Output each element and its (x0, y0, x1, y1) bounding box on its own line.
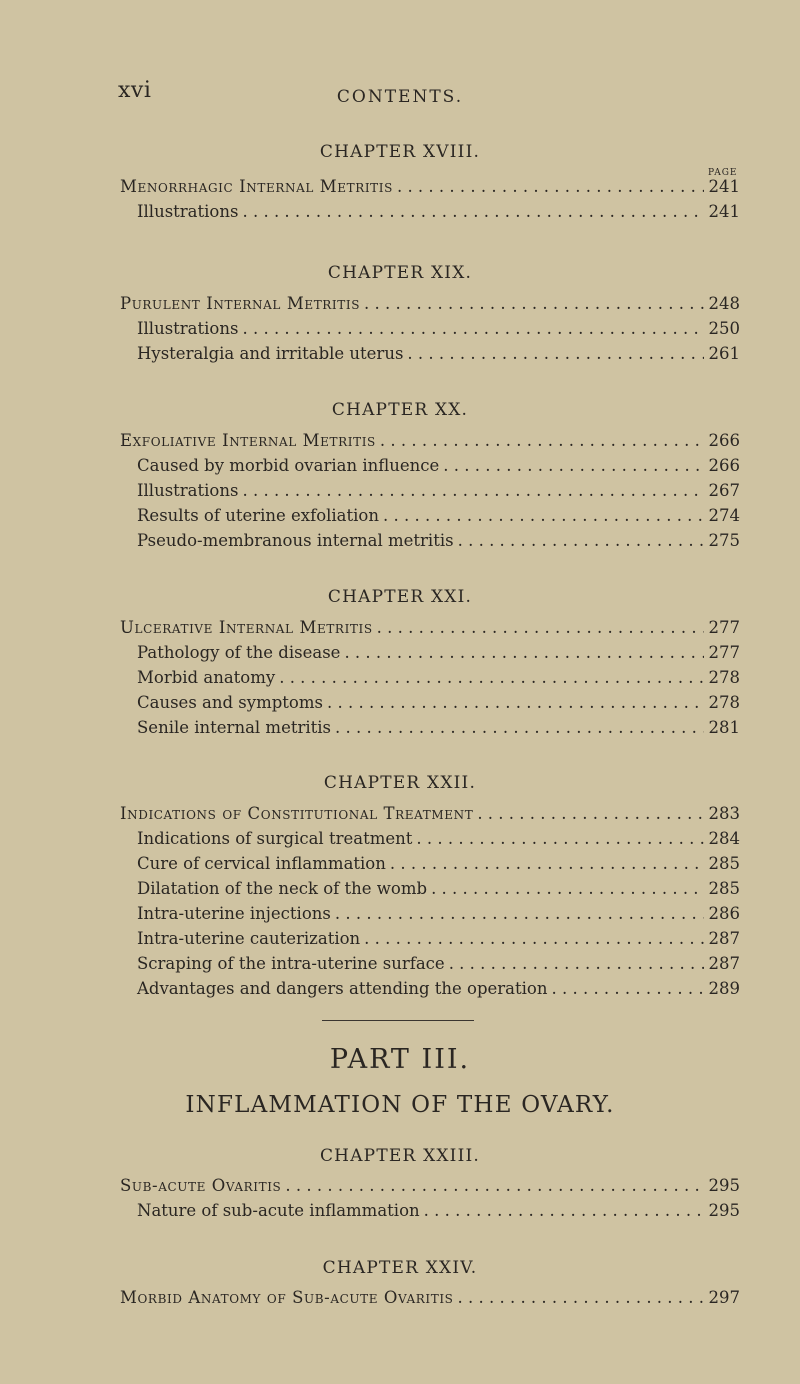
toc-entry[interactable] (137, 505, 740, 527)
toc-entry[interactable] (120, 293, 740, 315)
leader-dots (407, 343, 704, 365)
leader-dots (551, 978, 704, 1000)
chapter-heading: CHAPTER XXIII. (319, 1146, 481, 1166)
leader-dots (335, 717, 704, 739)
toc-entry[interactable] (137, 717, 740, 739)
entry-title: Ulcerative Internal Metritis (120, 618, 373, 637)
entry-page: 283 (708, 804, 740, 823)
page-column-label: PAGE (708, 168, 738, 178)
leader-dots (242, 318, 704, 340)
entry-page: 295 (708, 1176, 740, 1195)
leader-dots (458, 530, 704, 552)
page-number: xvi (118, 78, 152, 103)
leader-dots (458, 1287, 705, 1309)
entry-page: 266 (708, 456, 740, 475)
chapter-heading: CHAPTER XIX. (327, 263, 473, 283)
entry-page: 241 (708, 177, 740, 196)
toc-entry[interactable] (137, 903, 740, 925)
toc-entry[interactable] (137, 667, 740, 689)
entry-title: Intra-uterine cauterization (137, 929, 361, 948)
toc-entry[interactable] (137, 343, 740, 365)
section-divider (322, 1020, 474, 1021)
toc-entry[interactable] (137, 1200, 740, 1222)
entry-page: 278 (708, 693, 740, 712)
entry-page: 261 (708, 344, 740, 363)
leader-dots (477, 803, 704, 825)
entry-page: 250 (708, 319, 740, 338)
toc-entry[interactable] (137, 853, 740, 875)
entry-page: 287 (708, 954, 740, 973)
leader-dots (242, 480, 704, 502)
entry-title: Illustrations (137, 319, 239, 338)
toc-entry[interactable] (137, 201, 740, 223)
toc-entry[interactable] (137, 480, 740, 502)
toc-entry[interactable] (137, 878, 740, 900)
leader-dots (327, 692, 704, 714)
entry-title: Menorrhagic Internal Metritis (120, 177, 393, 196)
leader-dots (364, 293, 704, 315)
entry-page: 284 (708, 829, 740, 848)
toc-entry[interactable] (137, 455, 740, 477)
leader-dots (285, 1175, 704, 1197)
entry-title: Morbid Anatomy of Sub-acute Ovaritis (120, 1288, 454, 1307)
leader-dots (431, 878, 704, 900)
toc-entry[interactable] (120, 430, 740, 452)
entry-title: Cure of cervical inflammation (137, 854, 386, 873)
entry-page: 277 (708, 643, 740, 662)
part-subtitle: INFLAMMATION OF THE OVARY. (185, 1092, 615, 1118)
entry-title: Results of uterine exfoliation (137, 506, 379, 525)
entry-page: 286 (708, 904, 740, 923)
entry-page: 295 (708, 1201, 740, 1220)
chapter-heading: CHAPTER XXIV. (322, 1258, 478, 1278)
entry-page: 281 (708, 718, 740, 737)
chapter-heading: CHAPTER XXII. (323, 773, 477, 793)
leader-dots (344, 642, 704, 664)
entry-page: 275 (708, 531, 740, 550)
entry-page: 278 (708, 668, 740, 687)
entry-page: 277 (708, 618, 740, 637)
entry-title: Illustrations (137, 481, 239, 500)
entry-page: 266 (708, 431, 740, 450)
leader-dots (383, 505, 704, 527)
toc-entry[interactable] (120, 176, 740, 198)
toc-entry[interactable] (120, 1287, 740, 1309)
entry-title: Hysteralgia and irritable uterus (137, 344, 404, 363)
leader-dots (380, 430, 704, 452)
entry-title: Indications of Constitutional Treatment (120, 804, 474, 823)
entry-title: Pathology of the disease (137, 643, 341, 662)
entry-page: 285 (708, 879, 740, 898)
entry-page: 267 (708, 481, 740, 500)
toc-entry[interactable] (137, 953, 740, 975)
leader-dots (390, 853, 704, 875)
entry-title: Indications of surgical treatment (137, 829, 413, 848)
entry-title: Caused by morbid ovarian influence (137, 456, 440, 475)
entry-page: 285 (708, 854, 740, 873)
toc-entry[interactable] (137, 530, 740, 552)
entry-title: Nature of sub-acute inflammation (137, 1201, 420, 1220)
toc-entry[interactable] (120, 617, 740, 639)
leader-dots (443, 455, 704, 477)
entry-title: Illustrations (137, 202, 239, 221)
entry-title: Causes and symptoms (137, 693, 323, 712)
entry-title: Exfoliative Internal Metritis (120, 431, 376, 450)
toc-entry[interactable] (120, 1175, 740, 1197)
leader-dots (449, 953, 704, 975)
toc-entry[interactable] (137, 928, 740, 950)
toc-entry[interactable] (120, 803, 740, 825)
entry-title: Advantages and dangers attending the operation (137, 979, 548, 998)
chapter-heading: CHAPTER XVIII. (319, 142, 481, 162)
leader-dots (416, 828, 704, 850)
entry-title: Sub-acute Ovaritis (120, 1176, 282, 1195)
toc-entry[interactable] (137, 978, 740, 1000)
running-head: CONTENTS. (336, 87, 464, 107)
chapter-heading: CHAPTER XX. (331, 400, 469, 420)
entry-page: 289 (708, 979, 740, 998)
part-title: PART III. (329, 1044, 471, 1075)
leader-dots (377, 617, 704, 639)
toc-entry[interactable] (137, 692, 740, 714)
entry-page: 287 (708, 929, 740, 948)
leader-dots (242, 201, 704, 223)
entry-page: 274 (708, 506, 740, 525)
entry-title: Senile internal metritis (137, 718, 332, 737)
entry-page: 241 (708, 202, 740, 221)
leader-dots (364, 928, 704, 950)
toc-entry[interactable] (137, 828, 740, 850)
leader-dots (279, 667, 704, 689)
toc-entry[interactable] (137, 642, 740, 664)
chapter-heading: CHAPTER XXI. (327, 587, 473, 607)
leader-dots (424, 1200, 704, 1222)
entry-title: Pseudo-membranous internal metritis (137, 531, 454, 550)
toc-entry[interactable] (137, 318, 740, 340)
entry-title: Intra-uterine injections (137, 904, 331, 923)
leader-dots (335, 903, 704, 925)
entry-page: 297 (708, 1288, 740, 1307)
entry-title: Purulent Internal Metritis (120, 294, 361, 313)
entry-title: Dilatation of the neck of the womb (137, 879, 428, 898)
entry-page: 248 (708, 294, 740, 313)
leader-dots (397, 176, 704, 198)
entry-title: Morbid anatomy (137, 668, 276, 687)
entry-title: Scraping of the intra-uterine surface (137, 954, 445, 973)
